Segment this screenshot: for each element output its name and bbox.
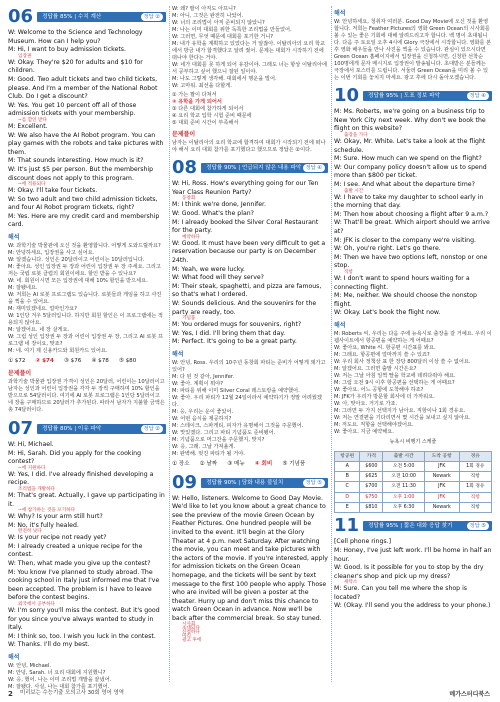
dialogue-line: W: Our company policy doesn't allow us to spend more than $800 per ticket.	[334, 163, 487, 180]
dialogue-line: M: I see. And what about the departure time?	[334, 181, 475, 189]
table-cell: 직항	[459, 472, 491, 482]
column-divider	[169, 6, 170, 682]
translation-heading: 해석	[334, 10, 346, 17]
table-cell: JFK	[424, 461, 459, 471]
column-header: 항공편	[335, 451, 360, 461]
dialogue-line: M: Hi, Sarah. Did you apply for the cooking contest?	[8, 449, 142, 466]
question-type: 정답률 90% | 담화 내용 불일치	[206, 479, 284, 486]
question-number: 08	[172, 157, 198, 179]
table-cell: $600	[360, 461, 383, 471]
dialogue-line: W: Oh, you're right. Let's go there.	[334, 245, 441, 253]
question-info-bar	[37, 12, 166, 22]
column-divider	[331, 6, 332, 682]
vocab-note: 완전히 낫다	[18, 529, 42, 535]
table-row-answer	[335, 492, 492, 502]
translation-line: W: 네가 대회를 못 하게 되어 유감이야. 그래도 너는 항상 이탈리아에서 공부하고 싶어 했으니 잘된 일이야.	[172, 62, 328, 75]
vocab-note: 초대되다	[182, 626, 200, 632]
dialogue-line: W: That'll be great. Which airport should we arrive at?	[334, 219, 490, 236]
translation-line: W: 어떤 음식을 제공하지?	[172, 416, 232, 423]
dialogue-line: M: Excellent.	[8, 122, 48, 130]
translation-line: M: 기념품으로 머그잔을 주문했지, 맞지?	[172, 437, 265, 444]
flight-schedule-table	[334, 451, 492, 514]
answer-badge: 정답 ⑤	[467, 522, 489, 530]
dialogue-line: W: Yes, I did. I'll bring them that day.	[172, 329, 286, 337]
page-footer	[0, 686, 500, 702]
dialogue-line: W: Then, what made you give up the contest?	[8, 560, 151, 568]
q10-translation	[334, 331, 492, 436]
translation-line: M: 그럼 오전 9시 이후 항공편을 선택하는 게 어때요?	[334, 380, 455, 387]
dialogue-line: M: Honey, I've just left work. I'll be home in half an hour.	[334, 546, 492, 563]
table-cell: 오후 1:00	[383, 492, 425, 502]
table-cell: 직항	[459, 492, 491, 502]
translation-line: M: 아니, 그것은 완전히 나았어.	[172, 13, 244, 19]
dialogue-line: M: Okay. I'll take four tickets.	[8, 187, 98, 195]
option: ③ $76	[63, 358, 82, 365]
table-cell: 직항	[459, 503, 491, 513]
vocab-note: 출장을 가다	[344, 133, 368, 139]
footer-title: 미리보는 수능기출 모의고사 30회 영어 영역	[20, 689, 124, 696]
question-info-bar	[363, 521, 492, 531]
dialogue-line: W: Yes, I did. I've already finished developing a recipe.	[8, 470, 154, 487]
solution-heading: 문제풀이	[172, 131, 196, 138]
translation-line: M: 알겠어요. 네 장 살게요.	[8, 327, 70, 334]
dialogue-line: W: Hi, Ross. How's everything going for our Ten Year Class Reunion Party?	[172, 180, 319, 196]
vocab-note: ~에 지원하다	[18, 465, 46, 471]
dialogue-line: M: Hi, I want to buy admission tickets.	[8, 46, 126, 54]
option-correct: ② 유학을 가게 되어서	[172, 99, 222, 105]
question-number: 10	[334, 85, 360, 107]
dialogue-line: W: Good. It must have been very difficult to get a reservation because our party is on December 24th.	[172, 239, 326, 265]
dialogue-line: W: (Okay. I'll send you the address to your phone.)	[334, 602, 491, 610]
dialogue-line: W: We also have the AI Robot program. You can play games with the robots and take pictures with them.	[8, 131, 164, 156]
q07-translation-continued	[172, 6, 328, 90]
q08-translation	[172, 360, 328, 458]
option: ⑤ 기념품	[282, 461, 306, 468]
table-cell: E	[335, 503, 360, 513]
vocab-note: 세탁소	[344, 580, 358, 586]
table-cell: 오전 10:00	[383, 472, 425, 482]
question-08-header	[172, 159, 328, 177]
dialogue-line: M: Me, neither. We should choose the nonstop flight.	[334, 292, 477, 308]
dialogue-line: M: I think we're done, Jennifer.	[172, 201, 266, 209]
vocab-note: 직항	[344, 269, 353, 275]
option: ② 날짜	[199, 461, 218, 468]
q07-dialogue	[8, 441, 166, 650]
table-cell: 오후 6:30	[383, 503, 425, 513]
option-correct: ④ 회비	[254, 461, 273, 468]
question-09-header	[172, 471, 328, 493]
table-cell: JFK	[424, 482, 459, 492]
translation-line: W: 왜? 팔이 아직도 아프니?	[172, 6, 236, 12]
translation-line: W: 과학기술 박물관에 오신 것을 환영합니다. 어떻게 도와드릴까요?	[8, 243, 161, 250]
translation-heading: 해석	[8, 654, 20, 662]
translation-line: M: 네. 여기 제 신용카드와 회원카드 있어요.	[8, 348, 108, 355]
dialogue-line: M: JFK is closer to the company we're visiting.	[334, 236, 476, 244]
question-10-header	[334, 87, 492, 105]
question-number: 09	[172, 471, 198, 493]
vocab-note: 입장권	[18, 53, 32, 59]
dialogue-line: M: I think so, too. I wish you luck in the contest.	[8, 632, 156, 640]
translation-line: M: Roberts 씨, 우리는 다음 주에 뉴욕시로 출장을 갈 거예요. 우리 이 웹사이트에서 항공편을 예약하는 게 어때요?	[334, 331, 492, 345]
option: ⑤ 대회 준비 시간이 부족해서	[172, 120, 239, 126]
vocab-note: 기념품	[182, 316, 196, 322]
dialogue-line: W: Yes. You get 10 percent off all of those admission tickets with your membership.	[8, 101, 137, 118]
translation-line: W: 안녕, Ross. 우리의 10주년 동창회 파티는 준비가 어떻게 돼가고 있어?	[172, 360, 326, 374]
dialogue-line: W: What food will they serve?	[172, 274, 264, 282]
question-type: 정답률 95% | 도표 정보 파악	[368, 93, 440, 100]
table-cell: $625	[360, 472, 383, 482]
option: ④ $78	[91, 358, 109, 365]
question-type: 정답률 85% | 수치 계산	[42, 14, 102, 20]
table-cell: Newark	[424, 503, 459, 513]
column-header: 도착 공항	[424, 451, 459, 461]
answer-badge: 정답 ②	[141, 425, 163, 433]
column-1	[8, 6, 166, 691]
dialogue-line: W: I have to take my daughter to school early in the morning that day.	[334, 193, 484, 210]
answer-options	[172, 461, 328, 468]
question-number: 11	[334, 515, 360, 537]
question-type: 정답률 90% | 언급되지 않은 내용 파악	[206, 165, 302, 172]
dialogue-line: M: That sounds interesting. How much is it?	[8, 157, 144, 165]
dialogue-line: M: Then how about choosing a flight after 9 a.m.?	[334, 210, 489, 218]
translation-line: M: 파티를 위해 이미 Silver Coral 레스토랑을 예약했어.	[172, 388, 300, 395]
dialogue-line: M: That's great. Actually, I gave up participating in it.	[8, 491, 165, 508]
dialogue-line: M: You know I've planned to study abroad. The cooking school in Italy just informed me that I've been accepted. The problem is I have to leave before the contest begins.	[8, 568, 160, 602]
translation-line: M: 잘됐다. 사실, 나는 대회 참가를 포기했어.	[8, 684, 110, 691]
dialogue-line: W: I don't want to spend hours waiting for a connecting flight.	[334, 274, 470, 291]
dialogue-line: W: Hello, listeners. Welcome to Good Day Movie. We'd like to let you know about a great chance to see the preview of the movie Green Ocean by Feather Pictures. One hundred people will be invited to the event. It'll begin at the Glory Theater at 4 p.m. next Saturday. After watching the movie, you can meet and take pictures with the actors of the movie. If you're interested, apply for admission tickets on the Green Ocean homepage, and the tickets will be sent by text message to the first 100 people who apply. Those who are invited will be given a poster at the theater. Hurry up and don't miss this chance to watch Green Ocean in advance. Now we'll be back after the commercial break. So stay tuned.	[172, 494, 328, 622]
question-info-bar	[201, 163, 328, 173]
dialogue-line: W: Okay. Let's book the flight now.	[334, 309, 441, 317]
column-3	[334, 6, 492, 611]
dialogue-line: M: Good. Two adult tickets and two child tickets, please. And I'm a member of the National Robot Club. Do I get a discount?	[8, 75, 158, 101]
dialogue-line: W: Welcome to the Science and Technology Museum. How can I help you?	[8, 29, 143, 45]
table-title: 뉴욕시 비행기 스케줄	[389, 439, 437, 446]
dialogue-line: W: So two adult and two child admission tickets, and four AI Robot program tickets, right?	[8, 195, 158, 212]
q06-dialogue	[8, 29, 166, 230]
column-header: 출발 시간	[383, 451, 425, 461]
question-type: 정답률 80% | 이유 파악	[42, 425, 102, 432]
vocab-note: ~를 할인 받다	[18, 117, 47, 123]
translation-line: W: 그러면, 무엇 때문에 대회를 포기한 거니?	[172, 34, 274, 40]
dialogue-line: [Cell phone rings.]	[334, 538, 391, 546]
vocab-note: 출발 시간	[344, 188, 364, 194]
translation-line: W: 맛있겠다. 그리고 파티 기념품도 준비됐어.	[172, 430, 276, 437]
table-cell: $750	[360, 492, 383, 502]
table-cell: 1회 경유	[459, 482, 491, 492]
translation-line: M: 안녕, Sarah. 너 요리 대회에 지원했니?	[8, 670, 106, 677]
q09-monologue	[172, 495, 328, 644]
answer-badge: 정답 ④	[303, 164, 325, 172]
q06-translation	[8, 243, 166, 355]
q07-solution: 남자는 이탈리아의 요리 학교에 합격하여 대회가 시작되기 전에 떠나야 해서 요리 대회 참가를 포기했다고 했으므로 정답은 ②이다.	[172, 140, 326, 154]
translation-line: W: 좋아요, White 씨. 항공편 시간표를 봐요.	[334, 345, 436, 352]
dialogue-line: W: Why? Is your arm still hurt?	[8, 513, 103, 521]
translation-heading: 해석	[172, 350, 184, 358]
question-type: 정답률 95% | 짧은 대화 응답 찾기	[368, 523, 453, 530]
table-cell: D	[335, 492, 360, 502]
dialogue-line: M: No, it's fully healed.	[8, 521, 79, 529]
translation-line: W: 좋아요. 지금 예약해요.	[334, 429, 394, 436]
table-cell: $810	[360, 503, 383, 513]
vocab-note: 시사회	[182, 622, 196, 628]
answer-badge: 정답 ②	[141, 13, 163, 21]
translation-line: W: 저는 그날 아침 일찍 딸을 학교에 데려다줘야 해요.	[334, 373, 456, 380]
q06-solution: 과학기술 박물관 입장권 가격이 성인은 20달러, 어린이는 10달러이고 남자는 성인과 어린이 입장권을 각각 두 장씩 구매하며 10% 할인을 받으므로 54달러이다. 여기에 AI 로봇 프로그램은 1인당 5달러이고 네 장을 구매하므로 20달러가 추가된다. 따라서 남자가 지불할 금액은 총 74달러이다.	[8, 378, 165, 413]
question-info-bar	[201, 478, 328, 488]
translation-line: M: 그래요. 항공편에 얼마까지 쓸 수 있죠?	[334, 352, 430, 359]
translation-heading: 해석	[8, 234, 20, 242]
vocab-note: 외국에서 공부하다	[18, 602, 55, 608]
dialogue-line: W: Good. Is it possible for you to stop by the dry cleaner's shop and pick up my dress?	[334, 564, 484, 580]
q10-dialogue	[334, 108, 492, 318]
table-header-row	[335, 451, 492, 461]
translation-line: W: 좋아. 우리 파티가 12월 24일이라서 예약하기가 정말 어려웠겠다.	[172, 395, 322, 409]
question-info-bar	[37, 424, 166, 434]
vocab-note: 예약하다	[182, 234, 200, 240]
translation-line: M: 내가 유학을 계획하고 있었다는 거 알잖아. 이탈리아의 요리 학교에서 방금 내가 합격했다고 알려 줬어. 문제는 대회가 시작하기 전에 떠나야 한다는 거야.	[172, 41, 326, 61]
vocab-note: 광고 후에	[182, 638, 202, 644]
translation-heading: 해석	[334, 321, 346, 329]
option-correct: ② $74	[35, 358, 54, 365]
answer-badge: 정답 ④	[467, 92, 489, 100]
column-header: 가격	[360, 451, 383, 461]
dialogue-line: M: Yeah, we were lucky.	[172, 265, 245, 273]
translation-line: M: 나는 이미 대회를 위한 독특한 조리법을 만들었어.	[172, 27, 292, 33]
translation-line: W: 아, 맞아요. 거기로 가죠.	[334, 401, 398, 408]
option: ① $72	[8, 358, 26, 365]
option: ① 가는 팔이 다쳐서	[172, 92, 217, 98]
translation-line: W: 고마워. 최선을 다할게.	[172, 83, 232, 89]
page-number: 2	[8, 689, 13, 698]
translation-line: W: 좋아. 계획이 뭐야?	[172, 381, 223, 388]
translation-line: W: 안녕, Michael.	[8, 663, 52, 670]
translation-line: W: 저희는 AI 로봇 프로그램도 있습니다. 로봇들과 게임을 하고 사진을 찍을 수 있어요.	[8, 292, 162, 306]
translation-line: M: 완벽해. 멋진 파티가 될 거야.	[172, 451, 245, 458]
question-06-header	[8, 8, 166, 26]
dialogue-line: W: Thanks. I'll do my best.	[8, 641, 90, 649]
column-2	[172, 6, 328, 643]
table-cell: 오전 11:30	[383, 482, 425, 492]
translation-line: M: 좋아요. 성인 입장권 두 장과 어린이 입장권 두 장 주세요. 그리고 저는 국립 로봇 클럽의 회원이에요. 할인 받을 수 있나요?	[8, 264, 161, 278]
vocab-note: ~에 참가하는 것을 포기하다	[18, 508, 76, 514]
table-cell: 1회 경유	[459, 461, 491, 471]
translation-line: W: 응, 그래. 그날 가져올게.	[172, 444, 236, 451]
vocab-note: 동창회	[182, 196, 196, 202]
translation-line: W: 알겠습니다. 성인은 20달러이고 어린이는 10달러입니다.	[8, 257, 145, 264]
table-row	[335, 461, 492, 471]
translation-line: W: 1인당 겨우 5달러입니다. 하지만 회원 할인은 이 프로그램에는 적용되지 않아요.	[8, 313, 163, 327]
q07-options	[172, 92, 328, 127]
dialogue-line: M: Yes. Here are my credit card and membership card.	[8, 212, 160, 229]
dialogue-line: W: Hi, Michael.	[8, 440, 54, 448]
question-11-header	[334, 517, 492, 535]
dialogue-line: W: Sounds delicious. And the souvenirs for the party are ready, too.	[172, 300, 317, 316]
option: ④ 요리 학교 입학 시험 준비 때문에	[172, 113, 252, 119]
dialogue-line: M: You ordered mugs for souvenirs, right?	[172, 321, 302, 329]
translation-line: M: 다 된 것 같아, Jennifer.	[172, 374, 235, 381]
table-cell: C	[335, 482, 360, 492]
translation-line: M: 안녕하세요, 입장권을 사고 싶어요.	[8, 250, 95, 257]
table-cell: B	[335, 472, 360, 482]
option: ① 장소	[172, 461, 190, 468]
translation-line: W: 너의 조리법이 아직 준비되지 않았니?	[172, 20, 265, 26]
translation-line: M: 나도 그렇게 생각해. 대회에서 행운을 빌어.	[172, 76, 277, 82]
translation-line: M: 그러면 두 가지 선택지가 남아요. 직항이나 1회 경유요.	[334, 408, 466, 415]
q08-dialogue	[172, 180, 328, 347]
table-row	[335, 503, 492, 513]
translation-line: M: 재미있겠네요. 얼마인가요?	[8, 306, 78, 313]
translation-line: M: 저도요. 직항을 선택해야겠어요.	[334, 422, 414, 429]
dialogue-line: M: Sure. How much can we spend on the flight?	[334, 155, 482, 163]
dialogue-line: M: Sure. Can you tell me where the shop is located?	[334, 585, 468, 601]
dialogue-line: W: Okay. They're $20 for adults and $10 for children.	[8, 58, 143, 75]
question-number: 07	[8, 417, 34, 439]
dialogue-line: W: Good. What's the plan?	[172, 210, 254, 218]
answer-options	[8, 358, 166, 365]
option: ⑤ $80	[118, 358, 137, 365]
translation-line: M: 스테이크, 스파게티, 피자가 유명해서 그것을 주문했어.	[172, 423, 304, 430]
translation-line: W: 응, 했어. 나는 이미 조리법 개발을 끝냈어.	[8, 677, 112, 684]
publisher-logo: 메가스터디북스	[449, 690, 490, 698]
q11-dialogue	[334, 538, 492, 611]
question-info-bar	[363, 91, 492, 101]
dialogue-line: M: I already created a unique recipe for the contest.	[8, 542, 143, 559]
dialogue-line: W: I'm sorry you'll miss the contest. But it's good for you since you've always wanted to study in Italy.	[8, 607, 160, 632]
translation-line: W: 네. 회원이시면 모든 입장권에 대해 10% 할인을 받으세요.	[8, 278, 148, 285]
column-header: 경유	[459, 451, 491, 461]
question-07-header	[8, 417, 166, 439]
table-cell: Newark	[424, 472, 459, 482]
option: ③ 다른 대회에 참가하게 되어서	[172, 106, 244, 112]
translation-line: M: 응, 우리는 운이 좋았어.	[172, 409, 234, 416]
table-row	[335, 472, 492, 482]
dialogue-line: M: Ms. Roberts, we're going on a business trip to New York City next week. Why don't we book the flight on this website?	[334, 108, 486, 133]
translation-line: M: JFK가 우리가 방문할 회사에 더 가까워요.	[334, 394, 435, 401]
translation-line: W: 저는 연결편을 기다리면서 몇 시간을 보내고 싶지 않아요.	[334, 415, 471, 422]
dialogue-line: M: Their steak, spaghetti, and pizza are famous, so that's what I ordered.	[172, 282, 322, 299]
dialogue-line: W: Is your recipe not ready yet?	[8, 534, 107, 542]
vocab-note: 미리	[182, 634, 191, 640]
translation-line: W: 좋아요. 어느 공항에 도착해야 하죠?	[334, 387, 424, 394]
translation-line: W: 그럼 성인 입장권 두 장과 어린이 입장권 두 장, 그리고 AI 로봇 프로그램 네 장이요, 맞죠?	[8, 334, 164, 348]
translation-line: M: 잘됐네요.	[8, 285, 38, 292]
table-cell: A	[335, 461, 360, 471]
table-row	[335, 482, 492, 492]
vocab-note: 조리법을 개발하다	[18, 486, 55, 492]
vocab-note: 신청하다	[182, 630, 200, 636]
dialogue-line: M: Then we have two options left, nonstop or one stop.	[334, 253, 488, 270]
dialogue-line: W: It's just $5 per person. But the membership discount does not apply to this program.	[8, 165, 154, 182]
table-cell: $700	[360, 482, 383, 492]
vocab-note: ~에 적용되다	[18, 182, 46, 188]
question-number: 06	[8, 6, 34, 27]
answer-badge: 정답 ⑤	[303, 479, 325, 487]
table-cell: JFK	[424, 492, 459, 502]
q09-translation: W: 안녕하세요, 청취자 여러분. Good Day Movie에 오신 것을 환영합니다. 저희는 Feather Pictures의 영화 Green Ocean의 시사회를 볼 수 있는 좋은 기회에 대해 알려드리고자 합니다. 백 명이 초대됩니다. 다음 주 토요일 오후 4시에 Glory 극장에서 시작합니다. 영화를 본 후 영화 배우들을 만나 사진을 찍을 수 있습니다. 관심이 있으시다면 Green Ocean 홈페이지에서 입장권을 신청하시면, 신청한 선착순 100명에게 문자 메시지로 입장권이 발송됩니다. 초대받은 분들께는 극장에서 포스터를 드립니다. 서둘러 Green Ocean을 미리 볼 수 있는 이번 기회를 놓치지 마세요. 광고 후에 다시 돌아오겠습니다.	[334, 19, 492, 82]
dialogue-line: M: Perfect. It's going to be a great party.	[172, 338, 297, 346]
solution-heading: 문제풀이	[8, 369, 32, 377]
option: ③ 메뉴	[227, 461, 245, 468]
table-cell: 오전 5:00	[383, 461, 425, 471]
dialogue-line: M: I already booked the Silver Coral Restaurant for the party.	[172, 218, 319, 235]
translation-line: M: 알겠어요. 그러면 출발 시간은요?	[334, 366, 417, 373]
dialogue-line: W: Okay, Mr. White. Let's take a look at the flight schedule.	[334, 138, 486, 154]
translation-line: W: 우리 회사 정책상 표 한 장당 800달러 이상 쓸 수 없어요.	[334, 359, 471, 366]
